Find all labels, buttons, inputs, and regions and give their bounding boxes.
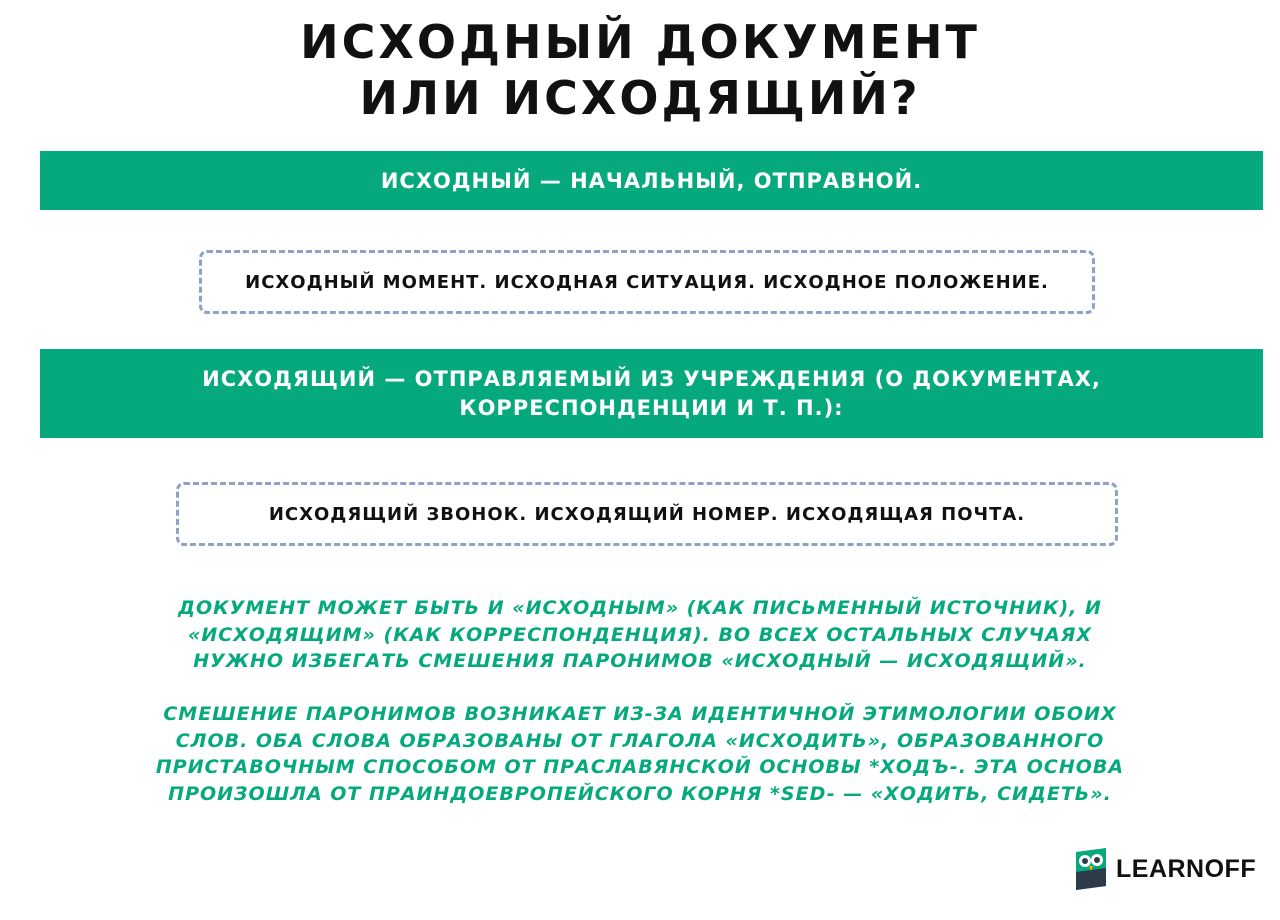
etymology-note-line: ПРОИЗОШЛА ОТ ПРАИНДОЕВРОПЕЙСКОГО КОРНЯ *SED- — «ХОДИТЬ, СИДЕТЬ».: [168, 782, 1112, 805]
definition-heading: ИСХОДНЫЙ — НАЧАЛЬНЫЙ, ОТПРАВНОЙ.: [380, 168, 923, 193]
examples-box-ishodyashchy: [176, 482, 1118, 546]
examples-text: ИСХОДНЫЙ МОМЕНТ. ИСХОДНАЯ СИТУАЦИЯ. ИСХОДНОЕ ПОЛОЖЕНИЕ.: [245, 271, 1049, 293]
etymology-note-line: СЛОВ. ОБА СЛОВА ОБРАЗОВАНЫ ОТ ГЛАГОЛА «ИСХОДИТЬ», ОБРАЗОВАННОГО: [175, 729, 1105, 752]
definition-heading-line: КОРРЕСПОНДЕНЦИИ И Т. П.):: [459, 395, 844, 420]
definition-banner-ishodyashchy: [40, 349, 1263, 438]
usage-note: [100, 595, 1180, 675]
usage-note-line: НУЖНО ИЗБЕГАТЬ СМЕШЕНИЯ ПАРОНИМОВ «ИСХОДНЫЙ — ИСХОДЯЩИЙ».: [193, 650, 1087, 672]
definition-banner-ishodny: [40, 151, 1263, 210]
owl-icon: [1074, 846, 1108, 892]
learnoff-logo: [1074, 846, 1259, 892]
etymology-note-line: СМЕШЕНИЕ ПАРОНИМОВ ВОЗНИКАЕТ ИЗ-ЗА ИДЕНТИЧНОЙ ЭТИМОЛОГИИ ОБОИХ: [163, 703, 1117, 725]
title-line-1: ИСХОДНЫЙ ДОКУМЕНТ: [300, 15, 980, 69]
usage-note-line: ДОКУМЕНТ МОЖЕТ БЫТЬ И «ИСХОДНЫМ» (КАК ПИСЬМЕННЫЙ ИСТОЧНИК), И: [178, 597, 1102, 619]
page-title: [0, 14, 1280, 126]
etymology-note: [100, 701, 1180, 807]
definition-heading: [202, 365, 1101, 423]
logo-wordmark: LEARNOFF: [1116, 854, 1257, 883]
examples-box-ishodny: [199, 250, 1095, 314]
examples-text: ИСХОДЯЩИЙ ЗВОНОК. ИСХОДЯЩИЙ НОМЕР. ИСХОДЯЩАЯ ПОЧТА.: [268, 503, 1026, 525]
usage-note-line: «ИСХОДЯЩИМ» (КАК КОРРЕСПОНДЕНЦИЯ). ВО ВСЕХ ОСТАЛЬНЫХ СЛУЧАЯХ: [188, 623, 1092, 646]
definition-heading-line: ИСХОДЯЩИЙ — ОТПРАВЛЯЕМЫЙ ИЗ УЧРЕЖДЕНИЯ (О ДОКУМЕНТАХ,: [202, 366, 1101, 391]
etymology-note-line: ПРИСТАВОЧНЫМ СПОСОБОМ ОТ ПРАСЛАВЯНСКОЙ ОСНОВЫ *ХОДЪ-. ЭТА ОСНОВА: [155, 756, 1125, 778]
title-line-2: ИЛИ ИСХОДЯЩИЙ?: [359, 71, 921, 125]
